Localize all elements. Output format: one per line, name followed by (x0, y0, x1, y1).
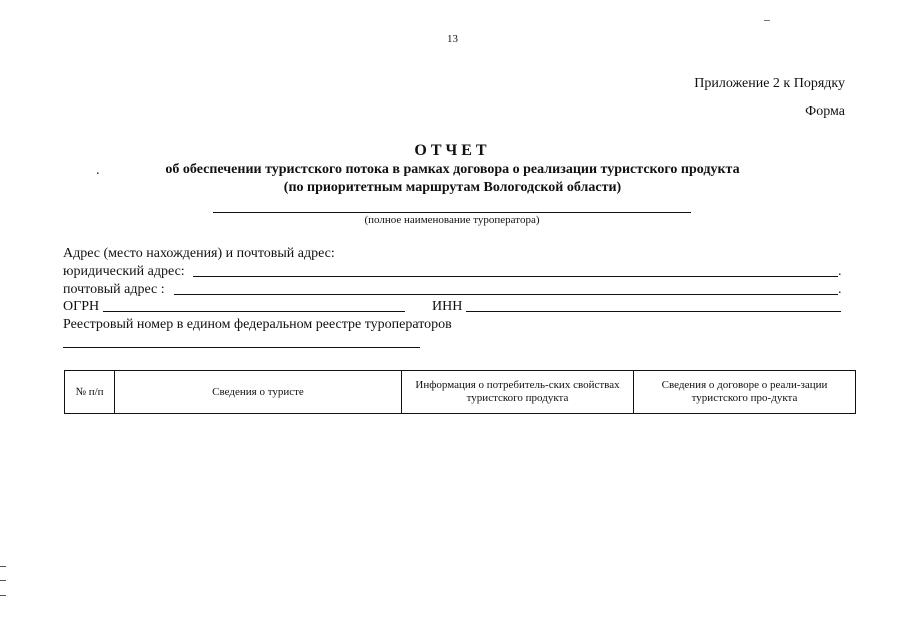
appendix-label: Приложение 2 к Порядку (694, 76, 845, 91)
legal-address-dot: . (838, 264, 842, 279)
page-number: 13 (447, 33, 458, 45)
postal-address-line (174, 294, 838, 295)
ogrn-label: ОГРН (63, 299, 100, 314)
form-label: Форма (805, 104, 845, 119)
report-subtitle-line2: (по приоритетным маршрутам Вологодской области) (283, 180, 622, 195)
header-product-properties: Информация о потребитель-ских свойствах туристского продукта (402, 371, 634, 414)
legal-address-line (193, 276, 838, 277)
postal-address-label: почтовый адрес : (63, 282, 165, 297)
report-title: ОТЧЕТ (414, 142, 491, 159)
table-header-row (65, 371, 856, 414)
edge-mark (0, 580, 6, 581)
legal-address-label: юридический адрес: (63, 264, 185, 279)
inn-line (466, 311, 841, 312)
report-subtitle-line1: об обеспечении туристского потока в рамках договора о реализации туристского продукта (165, 162, 740, 177)
report-table (64, 370, 856, 414)
header-number: № п/п (65, 371, 115, 414)
header-contract-info: Сведения о договоре о реали-зации туристского про-дукта (634, 371, 856, 414)
stray-mark: . (96, 163, 100, 178)
header-tourist-info: Сведения о туристе (115, 371, 402, 414)
edge-mark (0, 595, 6, 596)
operator-name-caption: (полное наименование туроператора) (364, 214, 540, 226)
inn-label: ИНН (432, 299, 463, 314)
registry-number-line (63, 347, 420, 348)
ogrn-line (103, 311, 405, 312)
corner-mark (764, 20, 770, 21)
operator-name-line (213, 212, 691, 213)
registry-number-label: Реестровый номер в едином федеральном реестре туроператоров (63, 317, 452, 332)
address-heading: Адрес (место нахождения) и почтовый адрес: (63, 246, 335, 261)
edge-mark (0, 566, 6, 567)
postal-address-dot: . (838, 282, 842, 297)
